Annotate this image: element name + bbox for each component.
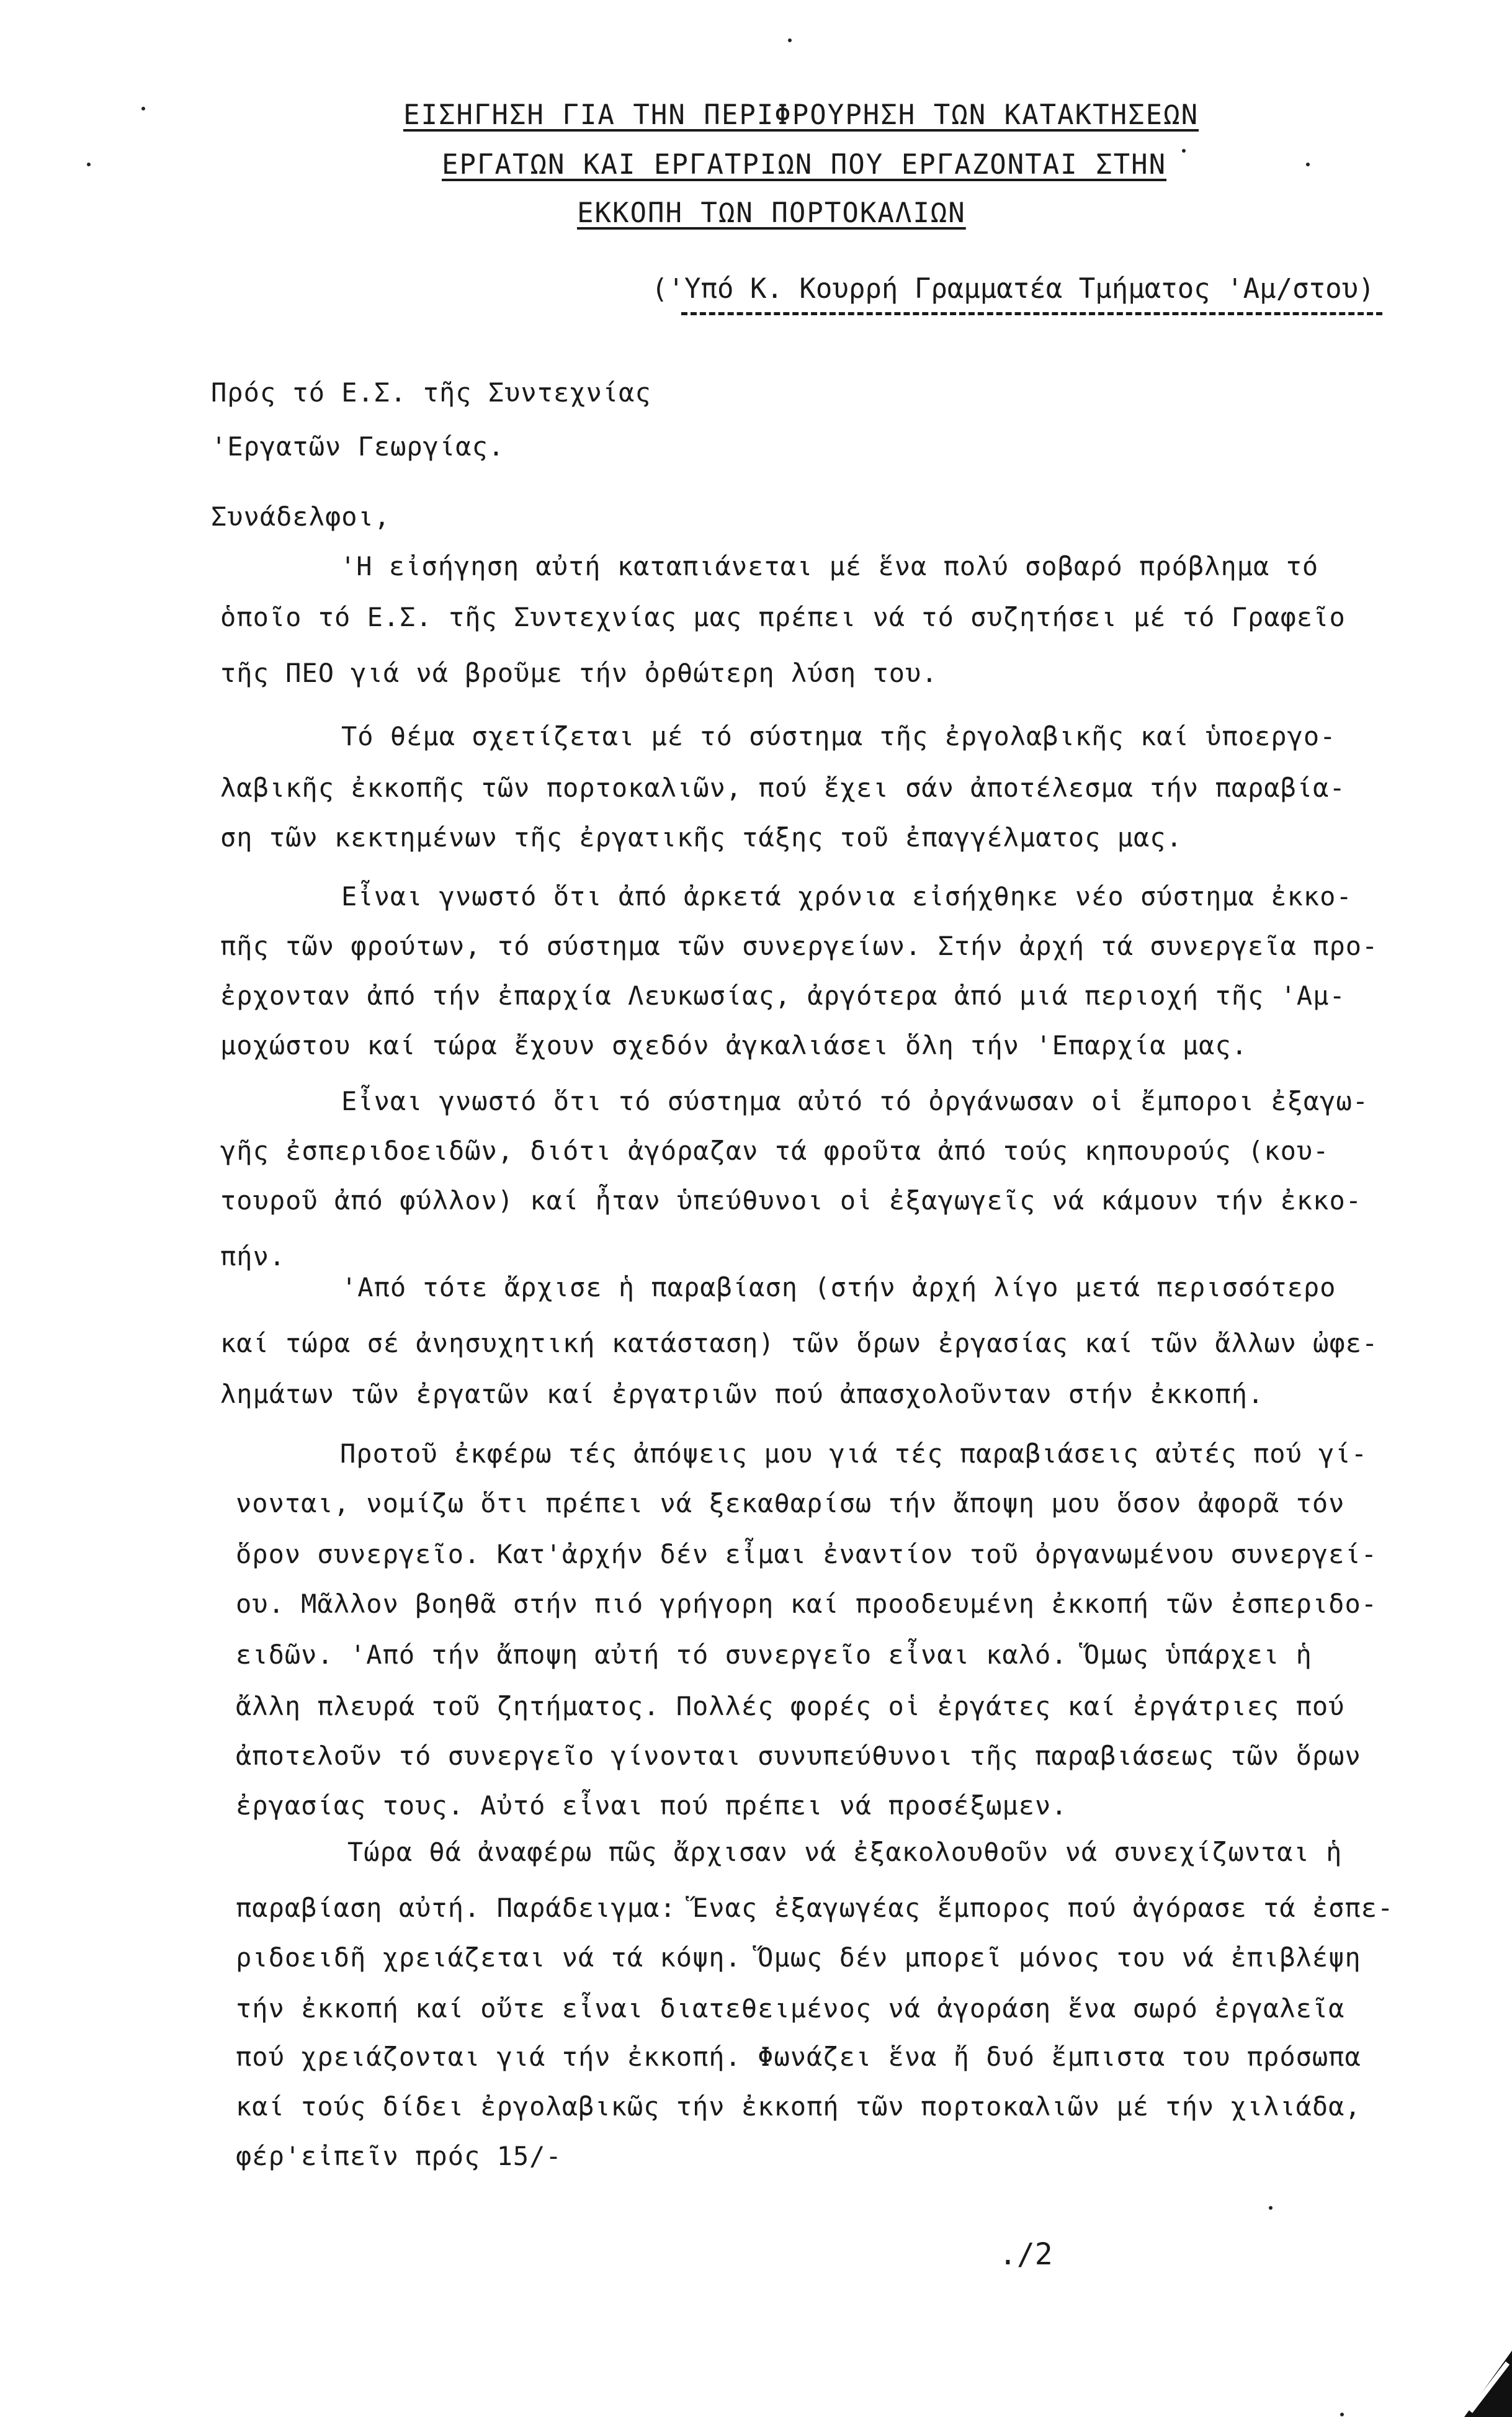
address-line-2: 'Εργατῶν Γεωργίας. — [211, 431, 505, 462]
body-line: Τώρα θά ἀναφέρω πῶς ἄρχισαν νά ἐξακολουθοῦν νά συνεχίζωνται ἡ — [347, 1837, 1343, 1867]
body-line: Προτοῦ ἐκφέρω τές ἀπόψεις μου γιά τές παραβιάσεις αὐτές πού γί- — [340, 1438, 1368, 1469]
scan-speck — [141, 107, 145, 110]
body-line: πῆς τῶν φρούτων, τό σύστημα τῶν συνεργείων. Στήν ἀρχή τά συνεργεῖα πρo- — [220, 931, 1379, 961]
body-line: παραβίαση αὐτή. Παράδειγμα: Ἕνας ἐξαγωγέας ἔμπορος πού ἀγόρασε τά ἐσπε- — [236, 1893, 1394, 1923]
body-line: μοχώστου καί τώρα ἔχουν σχεδόν ἀγκαλιάσει ὅλη τήν 'Επαρχία μας. — [220, 1030, 1248, 1061]
scan-speck — [1306, 163, 1310, 166]
body-line: καί τούς δίδει ἐργολαβικῶς τήν ἐκκοπή τῶν πορτοκαλιῶν μέ τήν χιλιάδα, — [236, 2091, 1361, 2122]
body-line: ου. Μᾶλλον βοηθᾶ στήν πιό γρήγορη καί προοδευμένη ἐκκοπή τῶν ἐσπεριδο- — [236, 1589, 1378, 1619]
body-line: λημάτων τῶν ἐργατῶν καί ἐργατριῶν πού ἀπασχολοῦνταν στήν ἐκκοπή. — [220, 1379, 1264, 1409]
scan-speck — [788, 38, 792, 42]
body-line: γῆς ἐσπεριδοειδῶν, διότι ἀγόραζαν τά φροῦτα ἀπό τούς κηπουρούς (κου- — [220, 1136, 1330, 1166]
body-line: ειδῶν. 'Από τήν ἄποψη αὐτή τό συνεργεῖο εἶναι καλό. Ὅμως ὑπάρχει ἡ — [236, 1639, 1312, 1670]
body-line: καί τώρα σέ ἀνησυχητική κατάσταση) τῶν ὅρων ἐργασίας καί τῶν ἄλλων ὠφε- — [220, 1328, 1379, 1358]
body-line: πού χρειάζονται γιά τήν ἐκκοπή. Φωνάζει ἕνα ἤ δυό ἔμπιστα του πρόσωπα — [236, 2042, 1361, 2072]
body-line: τήν ἐκκοπή καί οὔτε εἶναι διατεθειμένος νά ἀγοράση ἕνα σωρό ἐργαλεῖα — [236, 1993, 1345, 2024]
body-line: ὁποῖο τό Ε.Σ. τῆς Συντεχνίας μας πρέπει νά τό συζητήσει μέ τό Γραφεῖο — [220, 602, 1346, 632]
body-line: 'Η εἰσήγηση αὐτή καταπιάνεται μέ ἕνα πολύ σοβαρό πρόβλημα τό — [340, 551, 1319, 581]
byline: ('Υπό Κ. Κουρρή Γραμματέα Τμήματος 'Αμ/στου) — [651, 273, 1375, 305]
title-line-2: ΕΡΓΑΤΩΝ ΚΑΙ ΕΡΓΑΤΡΙΩΝ ΠΟΥ ΕΡΓΑΖΟΝΤΑΙ ΣΤΗΝ — [442, 149, 1167, 181]
title-line-3: ΕΚΚΟΠΗ ΤΩΝ ΠΟΡΤΟΚΑΛΙΩΝ — [577, 197, 966, 229]
body-line: φέρ'εἰπεῖν πρός 15/- — [236, 2141, 562, 2171]
body-line: 'Από τότε ἄρχισε ἡ παραβίαση (στήν ἀρχή λίγο μετά περισσότερο — [341, 1272, 1336, 1303]
body-line: ἀποτελοῦν τό συνεργεῖο γίνονται συνυπεύθυνοι τῆς παραβιάσεως τῶν ὅρων — [236, 1741, 1361, 1771]
body-line: Εἶναι γνωστό ὅτι ἀπό ἀρκετά χρόνια εἰσήχθηκε νέο σύστημα ἐκκο- — [341, 881, 1353, 912]
body-line: ἄλλη πλευρά τοῦ ζητήματος. Πολλές φορές οἱ ἐργάτες καί ἐργάτριες πού — [236, 1691, 1345, 1721]
body-line: λαβικῆς ἐκκοπῆς τῶν πορτοκαλιῶν, πού ἔχει σάν ἀποτέλεσμα τήν παραβία- — [220, 773, 1346, 803]
body-line: τῆς ΠΕΟ γιά νά βροῦμε τήν ὀρθώτερη λύση του. — [220, 658, 938, 688]
body-line: ἐρχονταν ἀπό τήν ἐπαρχία Λευκωσίας, ἀργότερα ἀπό μιά περιοχή τῆς 'Αμ- — [220, 980, 1346, 1011]
page-corner-mark — [1464, 2351, 1512, 2417]
scan-speck — [1269, 2206, 1273, 2210]
scan-speck — [1340, 2413, 1344, 2416]
scan-speck — [1182, 149, 1186, 153]
address-line-1: Πρός τό Ε.Σ. τῆς Συντεχνίας — [211, 377, 651, 408]
page-number: ./2 — [999, 2237, 1053, 2272]
scan-speck — [87, 163, 91, 166]
body-line: ριδοειδῆ χρειάζεται νά τά κόψη. Ὅμως δέν μπορεῖ μόνος του νά ἐπιβλέψη — [236, 1942, 1361, 1973]
body-line: νονται, νομίζω ὅτι πρέπει νά ξεκαθαρίσω τήν ἄποψη μου ὅσον ἀφορᾶ τόν — [236, 1488, 1345, 1518]
body-line: Εἶναι γνωστό ὅτι τό σύστημα αὐτό τό ὀργάνωσαν οἱ ἔμποροι ἐξαγω- — [341, 1086, 1369, 1116]
body-line: πήν. — [220, 1241, 286, 1271]
byline-rule — [681, 312, 1382, 315]
title-line-1: ΕΙΣΗΓΗΣΗ ΓΙΑ ΤΗΝ ΠΕΡΙΦΡΟΥΡΗΣΗ ΤΩΝ ΚΑΤΑΚΤΗΣΕΩΝ — [403, 99, 1199, 131]
body-line: ὅρον συνεργεῖο. Κατ'ἀρχήν δέν εἶμαι ἐναντίον τοῦ ὀργανωμένου συνεργεί- — [236, 1539, 1378, 1569]
body-line: Τό θέμα σχετίζεται μέ τό σύστημα τῆς ἐργολαβικῆς καί ὑποεργο- — [341, 721, 1336, 751]
body-line: τουροῦ ἀπό φύλλον) καί ἦταν ὑπεύθυνοι οἱ ἐξαγωγεῖς νά κάμουν τήν ἐκκο- — [220, 1185, 1362, 1216]
body-line: ἐργασίας τους. Αὐτό εἶναι πού πρέπει νά προσέξωμεν. — [236, 1790, 1068, 1821]
body-line: ση τῶν κεκτημένων τῆς ἐργατικῆς τάξης τοῦ ἐπαγγέλματος μας. — [220, 822, 1183, 853]
salutation: Συνάδελφοι, — [211, 501, 391, 532]
